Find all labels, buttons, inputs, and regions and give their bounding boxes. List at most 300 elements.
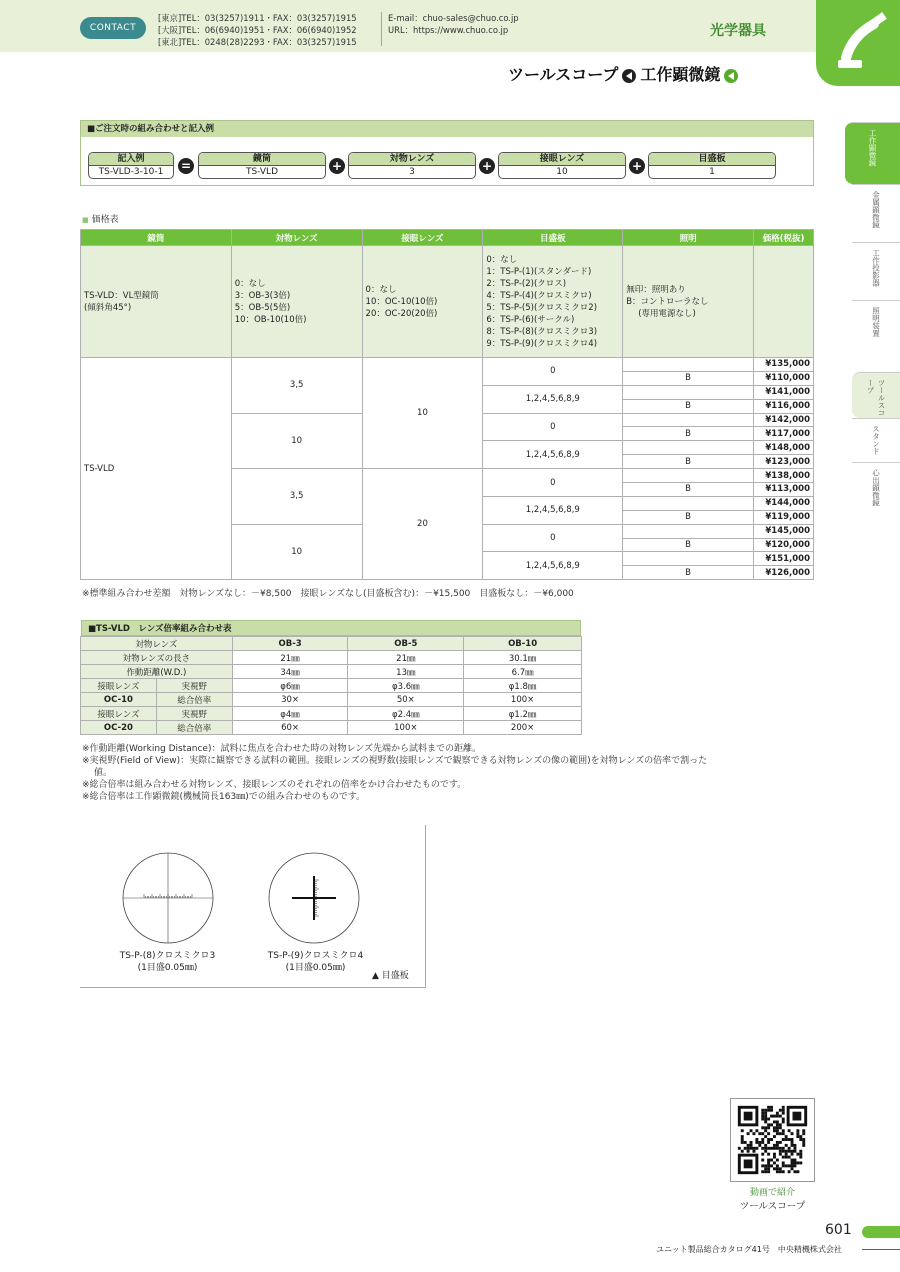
objective-cell: 3,5 [231,358,362,414]
spec-objective [231,246,362,358]
note-line: ※実視野(Field of View)：実際に観察できる試料の範囲。接眼レンズの視野数(接眼レンズで観察できる対物レンズの像の範囲)を対物レンズの倍率で割った [82,756,708,766]
mag-col-header: OB-3 [232,637,348,651]
order-label: 記入例 [89,153,173,166]
mag-cell: φ2.4㎜ [348,707,464,721]
mag-cell: φ6㎜ [232,679,348,693]
qr-module [767,1164,770,1167]
sidebar-item[interactable]: 金属顕微鏡 [852,184,900,242]
url-link[interactable]: URL：https://www.chuo.co.jp [388,25,509,35]
mag-cell: 21㎜ [232,651,348,665]
qr-module [773,1161,776,1164]
eyepiece-cell: 20 [362,469,483,580]
spec-line: 4：TS-P-(4)(クロスミクロ) [486,290,592,301]
qr-module [782,1129,785,1132]
qr-module [779,1167,782,1170]
mag-row-label: 作動距離(W.D.) [81,665,233,679]
qr-module [776,1144,779,1147]
light-cell [623,469,754,483]
contact-web [388,12,519,36]
qr-module [767,1132,770,1135]
divider [381,12,382,46]
qr-module [776,1147,779,1150]
qr-module [773,1126,776,1129]
mag-cell: 100× [348,721,464,735]
qr-module [770,1164,773,1167]
qr-module [779,1150,782,1153]
spec-line: 10：OC-10(10倍) [365,296,438,307]
footer: ユニット製品総合カタログ41号 中央精機株式会社 [656,1245,842,1254]
qr-module [782,1147,785,1150]
price-cell: ¥110,000 [753,371,813,385]
qr-module [767,1159,770,1162]
mag-heading: ■TS-VLD レンズ倍率組み合わせ表 [81,620,581,636]
qr-module [767,1126,770,1129]
reticle-cell: 1,2,4,5,6,8,9 [483,385,623,413]
sidebar-item[interactable]: スタンド [852,418,900,462]
footer-line [862,1249,900,1250]
qr-module [741,1135,744,1138]
qr-module [747,1132,750,1135]
mag-cell: 21㎜ [348,651,464,665]
qr-module [770,1115,773,1118]
mag-cell: 34㎜ [232,665,348,679]
mag-col-header: OB-10 [464,637,582,651]
light-cell: B [623,371,754,385]
qr-module [782,1138,785,1141]
caption-line: (1目盛0.05㎜) [137,963,198,973]
order-label: 鏡筒 [199,153,325,166]
qr-module [755,1129,758,1132]
qr-module [782,1161,785,1164]
spec-line: 5：TS-P-(5)(クロスミクロ2) [486,302,598,313]
figure-label: ▲ 目盛板 [372,971,409,981]
qr-module [747,1150,750,1153]
qr-module [750,1141,753,1144]
page-number: 601 [825,1222,852,1238]
order-reticle [648,152,776,179]
qr-module [761,1170,764,1173]
qr-module [773,1135,776,1138]
qr-module [799,1150,802,1153]
back-arrow-icon [724,69,738,83]
light-cell [623,496,754,510]
plus-icon: + [629,158,645,174]
price-cell: ¥145,000 [753,524,813,538]
mag-cell: 30× [232,693,348,707]
spec-line: (専用電源なし) [638,308,696,319]
qr-module [767,1141,770,1144]
qr-module [785,1164,788,1167]
objective-cell: 10 [231,413,362,469]
qr-module [779,1141,782,1144]
light-cell [623,358,754,372]
order-value: 1 [709,167,715,177]
reticle-8-image [118,852,218,948]
qr-module [764,1170,767,1173]
price-row [81,358,814,372]
qr-module [741,1141,744,1144]
mag-table [80,636,582,735]
qr-module [761,1141,764,1144]
qr-module [764,1112,767,1115]
qr-module [791,1138,794,1141]
qr-module [761,1112,764,1115]
spec-line: 3：OB-3(3倍) [234,290,291,301]
note-line: ※総合倍率は組み合わせる対物レンズ、接眼レンズのそれぞれの倍率をかけ合わせたものです。 [82,780,467,790]
qr-module [773,1129,776,1132]
qr-module [776,1115,779,1118]
price-table [80,229,814,580]
qr-module [773,1115,776,1118]
qr-module [791,1144,794,1147]
spec-light [623,246,754,358]
qr-module [744,1147,747,1150]
qr-module [770,1106,773,1109]
equals-icon: = [178,158,194,174]
qr-module [773,1156,776,1159]
mag-cell: φ1.2㎜ [464,707,582,721]
qr-module [761,1115,764,1118]
qr-module [767,1167,770,1170]
qr-module [799,1153,802,1156]
qr-module [744,1141,747,1144]
mag-row-label: OC-10 [81,693,157,707]
col-header: 価格(税抜) [753,230,813,246]
qr-module [741,1129,744,1132]
qr-module [767,1109,770,1112]
qr-module [782,1106,785,1109]
qr-module [738,1147,741,1150]
qr-module [752,1150,755,1153]
qr-module [791,1164,794,1167]
qr-module [779,1126,782,1129]
qr-module [791,1132,794,1135]
qr-module [750,1144,753,1147]
qr-module [779,1147,782,1150]
qr-module [779,1153,782,1156]
sidebar-item-active[interactable]: 工作顕微鏡 [845,122,900,184]
reticle-cell: 0 [483,358,623,386]
qr-module [761,1132,764,1135]
qr-module [796,1153,799,1156]
spec-line: 8：TS-P-(8)(クロスミクロ3) [486,326,598,337]
qr-module [761,1109,764,1112]
qr-module [767,1106,770,1109]
mag-cell: φ1.8㎜ [464,679,582,693]
qr-module [785,1138,788,1141]
spec-line: 2：TS-P-(2)(クロス) [486,278,567,289]
qr-module [755,1141,758,1144]
qr-module [799,1161,802,1164]
price-cell: ¥142,000 [753,413,813,427]
price-cell: ¥117,000 [753,427,813,441]
qr-module [764,1167,767,1170]
sidebar-item[interactable]: 照明装置 [852,300,900,360]
qr-module [791,1141,794,1144]
qr-module [758,1132,761,1135]
qr-module [752,1147,755,1150]
qr-module [773,1147,776,1150]
mag-cell: φ4㎜ [232,707,348,721]
video-title: ツールスコープ [739,1201,806,1212]
price-cell: ¥113,000 [753,483,813,497]
qr-module [755,1138,758,1141]
mag-row-label: 実視野 [156,707,232,721]
qr-module [764,1109,767,1112]
qr-module [782,1120,785,1123]
qr-module [764,1118,767,1121]
tel-tohoku: [東北]TEL：0248(28)2293・FAX：03(3257)1915 [158,37,357,47]
price-cell: ¥120,000 [753,538,813,552]
mag-cell: 100× [464,693,582,707]
mag-row-label: 接眼レンズ [81,679,157,693]
spec-line: 9：TS-P-(9)(クロスミクロ4) [486,338,598,349]
light-cell [623,441,754,455]
qr-module [752,1132,755,1135]
qr-module [767,1138,770,1141]
qr-module [776,1123,779,1126]
qr-module [796,1129,799,1132]
light-cell: B [623,455,754,469]
col-header: 照明 [623,230,754,246]
spec-line: 1：TS-P-(1)(スタンダード) [486,266,592,277]
light-cell [623,385,754,399]
qr-module [796,1135,799,1138]
qr-module [773,1120,776,1123]
reticle-scale [314,880,319,916]
qr-module [782,1132,785,1135]
qr-module [747,1144,750,1147]
email-link[interactable]: E-mail：chuo-sales@chuo.co.jp [388,13,519,23]
qr-module [785,1150,788,1153]
plus-icon: + [329,158,345,174]
price-cell: ¥144,000 [753,496,813,510]
qr-module [755,1147,758,1150]
note-line: ※作動距離(Working Distance)：試料に焦点を合わせた時の対物レンズ先端から試料までの距離。 [82,744,481,754]
price-cell: ¥151,000 [753,552,813,566]
qr-module [799,1156,802,1159]
reticle-9-caption [248,950,383,974]
reticle-cell: 0 [483,413,623,441]
qr-module [779,1132,782,1135]
title-toolscope: ツールスコープ [508,65,619,84]
objective-cell: 10 [231,524,362,580]
caption-line: TS-P-(8)クロスミクロ3 [119,951,216,961]
qr-module [796,1170,799,1173]
order-example [88,152,174,179]
back-arrow-icon [622,69,636,83]
qr-module [761,1164,764,1167]
spec-line: 5：OB-5(5倍) [234,302,291,313]
price-note: ※標準組み合わせ差額 対物レンズなし：－¥8,500 接眼レンズなし(目盛板含む)：－¥15,500 目盛板なし：－¥6,000 [82,589,574,599]
price-cell: ¥119,000 [753,510,813,524]
sidebar-item-current[interactable]: ツールスコープ [852,372,900,418]
qr-module [773,1144,776,1147]
qr-module [764,1150,767,1153]
spec-line: 0：なし [365,284,397,295]
mag-row-label: 実視野 [156,679,232,693]
qr-module [782,1109,785,1112]
price-cell: ¥116,000 [753,399,813,413]
qr-module [776,1141,779,1144]
price-cell: ¥148,000 [753,441,813,455]
mag-cell: 13㎜ [348,665,464,679]
qr-module [793,1161,796,1164]
qr-module [767,1118,770,1121]
light-cell [623,413,754,427]
qr-module [758,1144,761,1147]
light-cell: B [623,566,754,580]
note-line: ※総合倍率は工作顕微鏡(機械筒長163㎜)での組み合わせのものです。 [82,792,366,802]
qr-module [776,1159,779,1162]
qr-module [773,1153,776,1156]
tel-tokyo: [東京]TEL：03(3257)1911・FAX：03(3257)1915 [158,13,357,23]
qr-module [767,1161,770,1164]
qr-module [788,1138,791,1141]
qr-module [782,1164,785,1167]
qr-module [764,1135,767,1138]
qr-module [767,1170,770,1173]
light-cell: B [623,427,754,441]
qr-module [793,1144,796,1147]
qr-module [776,1126,779,1129]
spec-line: 20：OC-20(20倍) [365,308,438,319]
qr-module [791,1150,794,1153]
qr-module [750,1129,753,1132]
qr-module [802,1132,805,1135]
qr-module [776,1170,779,1173]
light-cell: B [623,538,754,552]
light-cell: B [623,510,754,524]
mag-cell: 30.1㎜ [464,651,582,665]
qr-module [782,1150,785,1153]
price-cell: ¥135,000 [753,358,813,372]
order-eyepiece [498,152,626,179]
qr-module [764,1144,767,1147]
qr-module [788,1129,791,1132]
note-line: 値。 [94,768,113,778]
qr-module [741,1150,744,1153]
spec-line: B：コントローラなし [626,296,709,307]
qr-module [793,1159,796,1162]
qr-module [788,1147,791,1150]
col-header: 対物レンズ [231,230,362,246]
qr-module [779,1123,782,1126]
qr-module [796,1161,799,1164]
page-title [508,62,742,85]
qr-module [788,1170,791,1173]
spec-eyepiece [362,246,483,358]
title-microscope: 工作顕微鏡 [640,65,721,84]
spec-reticle [483,246,623,358]
qr-module [785,1153,788,1156]
qr-module [802,1144,805,1147]
mag-row-label: 接眼レンズ [81,707,157,721]
light-cell [623,524,754,538]
qr-module [776,1120,779,1123]
qr-module [764,1120,767,1123]
order-heading: ■ご注文時の組み合わせと記入例 [81,121,813,137]
qr-module [785,1156,788,1159]
qr-module [802,1138,805,1141]
qr-module [761,1159,764,1162]
caption-line: (1目盛0.05㎜) [285,963,346,973]
mag-cell: 6.7㎜ [464,665,582,679]
qr-module [796,1132,799,1135]
spec-line: TS-VLD：VL型鏡筒 [84,290,159,301]
qr-module [764,1147,767,1150]
spec-tube [81,246,232,358]
qr-module [782,1156,785,1159]
qr-module [791,1161,794,1164]
reticle-cell: 0 [483,524,623,552]
qr-module [788,1164,791,1167]
qr-code[interactable] [730,1098,815,1182]
qr-module [764,1126,767,1129]
spec-line: 無印：照明あり [626,284,686,295]
mag-cell: φ3.6㎜ [348,679,464,693]
sidebar-item[interactable]: 工作投影器 [852,242,900,300]
mag-cell: 60× [232,721,348,735]
qr-module [799,1135,802,1138]
sidebar-item[interactable]: 心出顕微鏡 [852,462,900,508]
qr-module [791,1153,794,1156]
qr-module [793,1112,802,1121]
qr-module [770,1138,773,1141]
qr-module [761,1153,764,1156]
reticle-scale [144,894,192,898]
order-label: 目盛板 [649,153,775,166]
spec-line: 10：OB-10(10倍) [234,314,307,325]
mag-row-label: OC-20 [81,721,157,735]
qr-module [773,1167,776,1170]
spec-line: 6：TS-P-(6)(サークル) [486,314,575,325]
contact-badge[interactable]: CONTACT [80,17,146,39]
qr-module [764,1115,767,1118]
qr-module [793,1147,796,1150]
price-cell: ¥141,000 [753,385,813,399]
qr-module [776,1129,779,1132]
page-bar [862,1226,900,1238]
order-objective [348,152,476,179]
qr-module [788,1150,791,1153]
col-header: 鏡筒 [81,230,232,246]
plus-icon: + [479,158,495,174]
price-cell: ¥123,000 [753,455,813,469]
order-value: 3 [409,167,415,177]
qr-module [782,1118,785,1121]
spec-line: (傾斜角45°) [84,302,132,313]
notes [82,743,812,803]
qr-module [767,1153,770,1156]
qr-module [802,1129,805,1132]
qr-module [776,1112,779,1115]
spec-price [753,246,813,358]
light-cell: B [623,483,754,497]
qr-module [799,1138,802,1141]
model-cell: TS-VLD [81,358,232,580]
light-cell [623,552,754,566]
qr-module [761,1118,764,1121]
mag-cell: 200× [464,721,582,735]
qr-module [793,1164,796,1167]
tel-osaka: [大阪]TEL：06(6940)1951・FAX：06(6940)1952 [158,25,357,35]
video-link[interactable]: 動画で紹介 [749,1188,795,1198]
reticle-cell: 1,2,4,5,6,8,9 [483,552,623,580]
qr-module [761,1126,764,1129]
order-value: TS-VLD-3-10-1 [98,167,164,177]
spec-line: 0：なし [486,254,518,265]
